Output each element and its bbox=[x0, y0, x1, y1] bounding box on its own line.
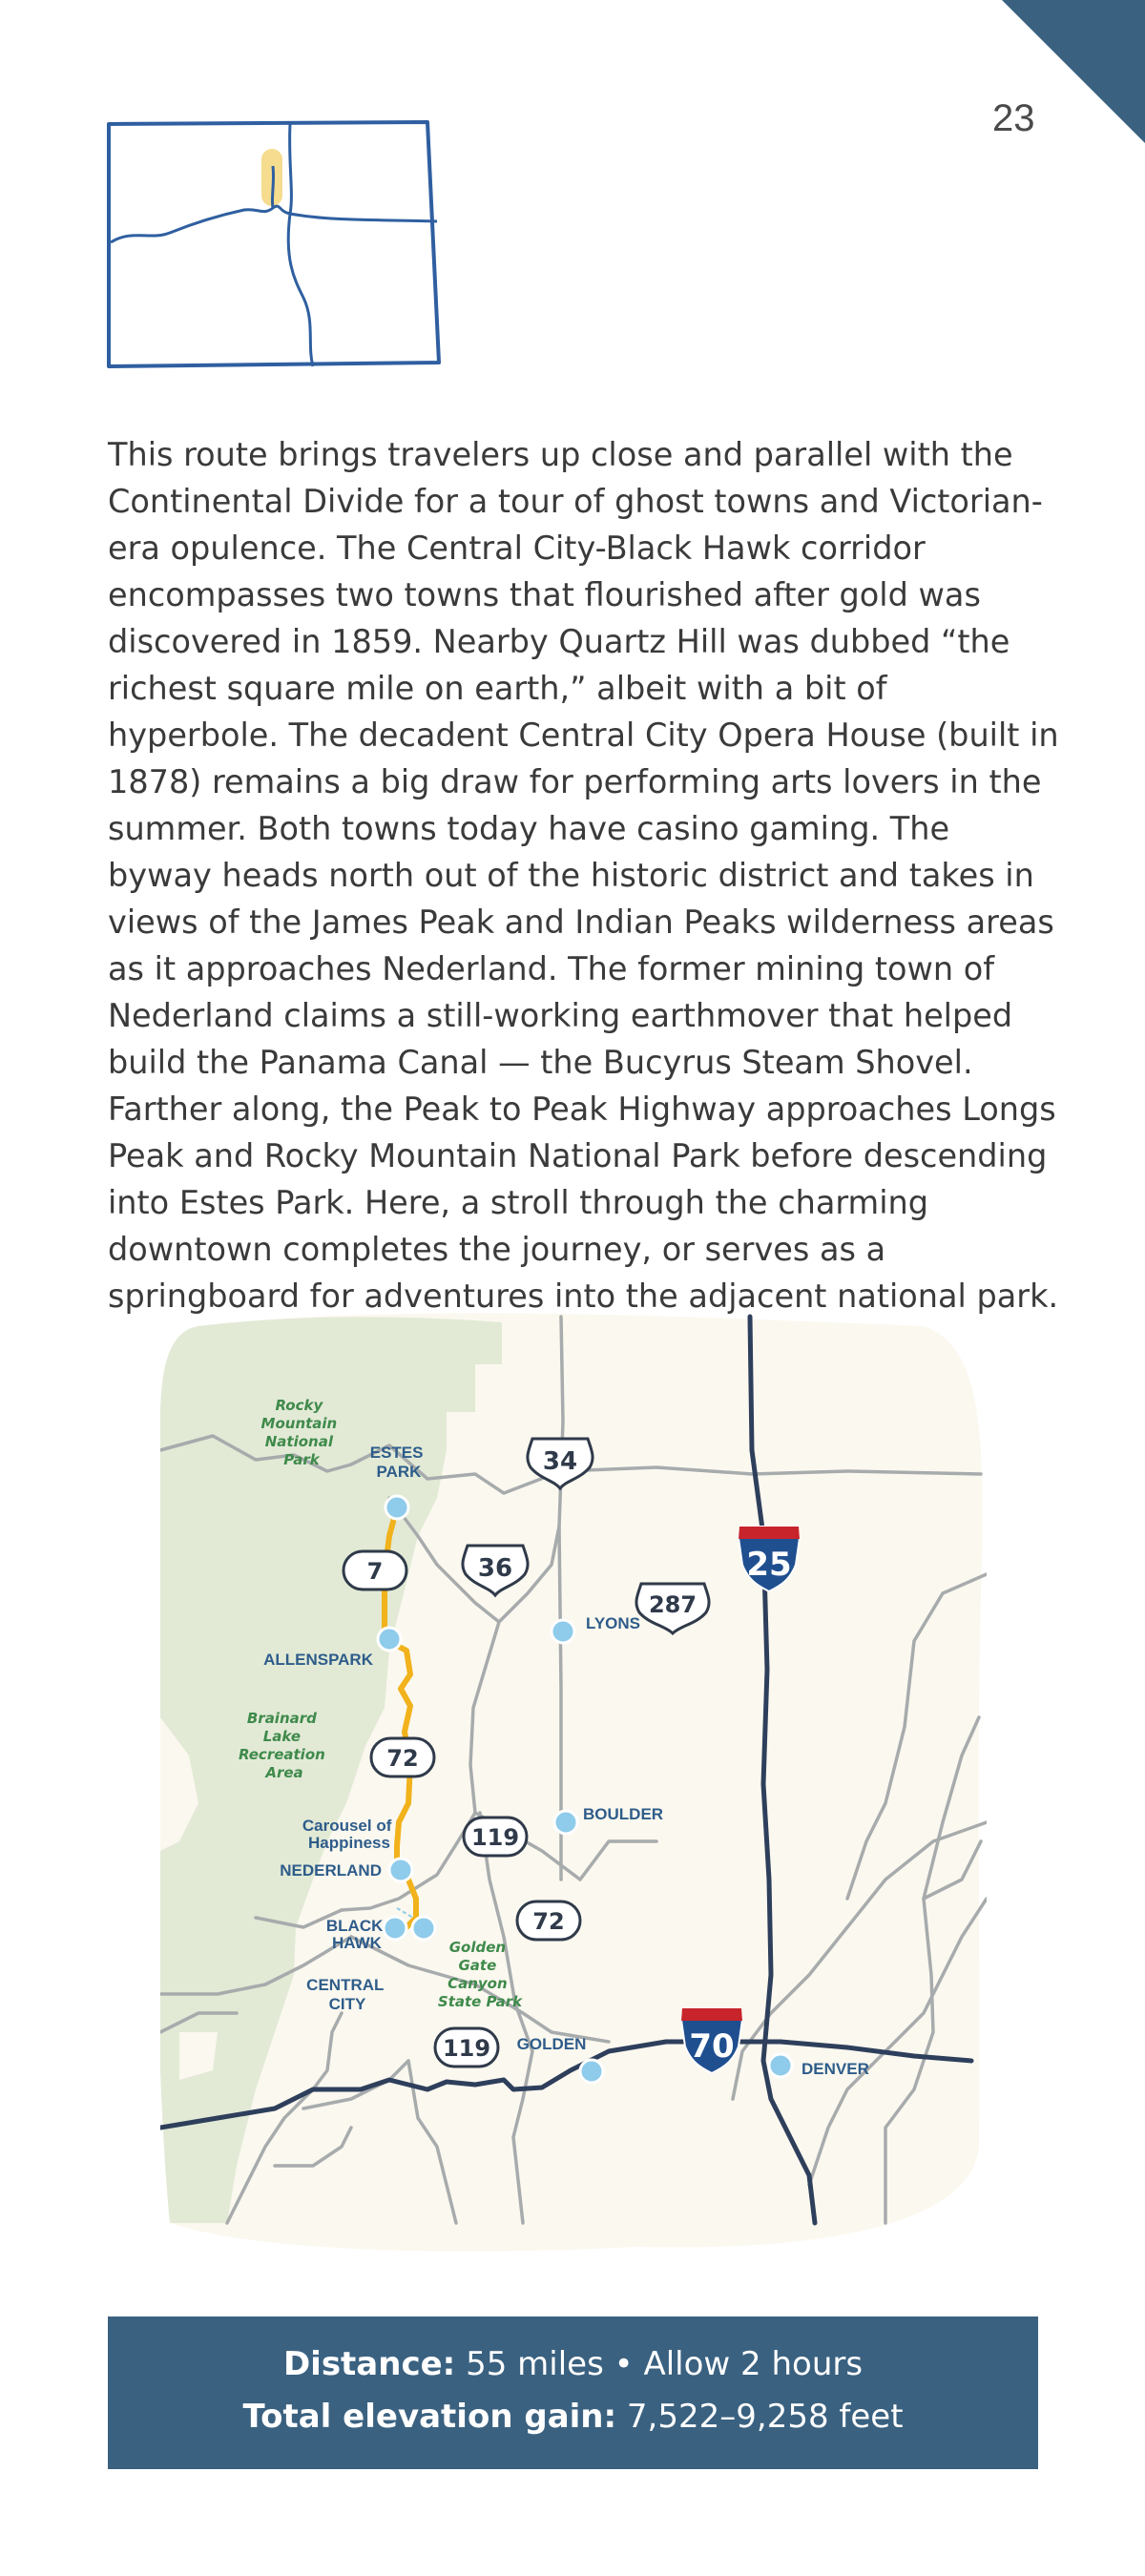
boulder-marker bbox=[554, 1811, 577, 1834]
golden-marker bbox=[580, 2060, 603, 2083]
colorado-locator-map bbox=[103, 116, 447, 374]
distance-value: 55 miles • Allow 2 hours bbox=[455, 2345, 864, 2383]
allenspark-marker bbox=[378, 1628, 401, 1651]
co-7-number: 7 bbox=[366, 1558, 384, 1585]
route-description: This route brings travelers up close and parallel with the Continental Divide for a tour of ghost towns and Victorian-era opulence. The Central City-Black Hawk corridor encompasses two towns that flourished after gold was discovered in 1859. Nearby Quartz Hill was dubbed “the richest square mile on earth,” albeit with a bit of hyperbole. The decadent Central City Opera House (built in 1878) remains a big draw for performing arts lovers in the summer. Both towns today have casino gaming. The byway heads north out of the historic district and takes in views of the James Peak and Indian Peaks wilderness areas as it approaches Nederland. The former mining town of Nederland claims a still-working earthmover that helped build the Panama Canal — the Bucyrus Steam Shovel. Farther along, the Peak to Peak Highway approaches Longs Peak and Rocky Mountain National Park before descending into Estes Park. Here, a stroll through the charming downtown completes the journey, or serves as a springboard for adventures into the adjacent national park. bbox=[108, 436, 1059, 1315]
rocky-mountain-np-label: Rocky Mountain National Park bbox=[260, 1397, 338, 1468]
route-map bbox=[160, 1307, 987, 2261]
black-hawk-marker bbox=[412, 1917, 435, 1940]
golden-label: GOLDEN bbox=[516, 2035, 587, 2053]
denver-label: DENVER bbox=[802, 2060, 869, 2078]
lyons-label: LYONS bbox=[586, 1614, 641, 1632]
distance-label: Distance: bbox=[282, 2345, 456, 2383]
co-72-south-number: 72 bbox=[532, 1908, 565, 1935]
us-36-number: 36 bbox=[477, 1554, 513, 1583]
co-119-north-number: 119 bbox=[470, 1824, 520, 1851]
allenspark-label: ALLENSPARK bbox=[263, 1651, 373, 1669]
i-25-number: 25 bbox=[746, 1546, 792, 1584]
nederland-label: NEDERLAND bbox=[280, 1861, 382, 1880]
boulder-label: BOULDER bbox=[583, 1805, 664, 1823]
co-119-south-number: 119 bbox=[442, 2035, 491, 2062]
page-number: 23 bbox=[992, 97, 1035, 139]
route-info-box bbox=[108, 2316, 1038, 2469]
co-72-north-number: 72 bbox=[386, 1745, 419, 1772]
us-34-number: 34 bbox=[542, 1447, 578, 1476]
estes-park-label: ESTES PARK bbox=[369, 1444, 424, 1481]
carousel-of-happiness-label: Carousel of Happiness bbox=[302, 1817, 392, 1852]
lyons-marker bbox=[552, 1620, 574, 1643]
central-city-label: CENTRAL CITY bbox=[306, 1976, 385, 2013]
elevation-value: 7,522–9,258 feet bbox=[616, 2398, 904, 2436]
brainard-lake-label: Brainard Lake Recreation Area bbox=[238, 1710, 325, 1781]
i-70-number: 70 bbox=[689, 2027, 735, 2066]
estes-park-marker bbox=[385, 1496, 408, 1519]
us-287-number: 287 bbox=[648, 1591, 697, 1618]
elevation-line bbox=[108, 2398, 1038, 2436]
nederland-marker bbox=[389, 1859, 412, 1881]
black-hawk-label: BLACK HAWK bbox=[325, 1917, 384, 1952]
elevation-label: Total elevation gain: bbox=[242, 2398, 617, 2436]
distance-line bbox=[108, 2345, 1038, 2383]
golden-gate-canyon-label: Golden Gate Canyon State Park bbox=[437, 1939, 523, 2010]
denver-marker bbox=[769, 2054, 792, 2077]
